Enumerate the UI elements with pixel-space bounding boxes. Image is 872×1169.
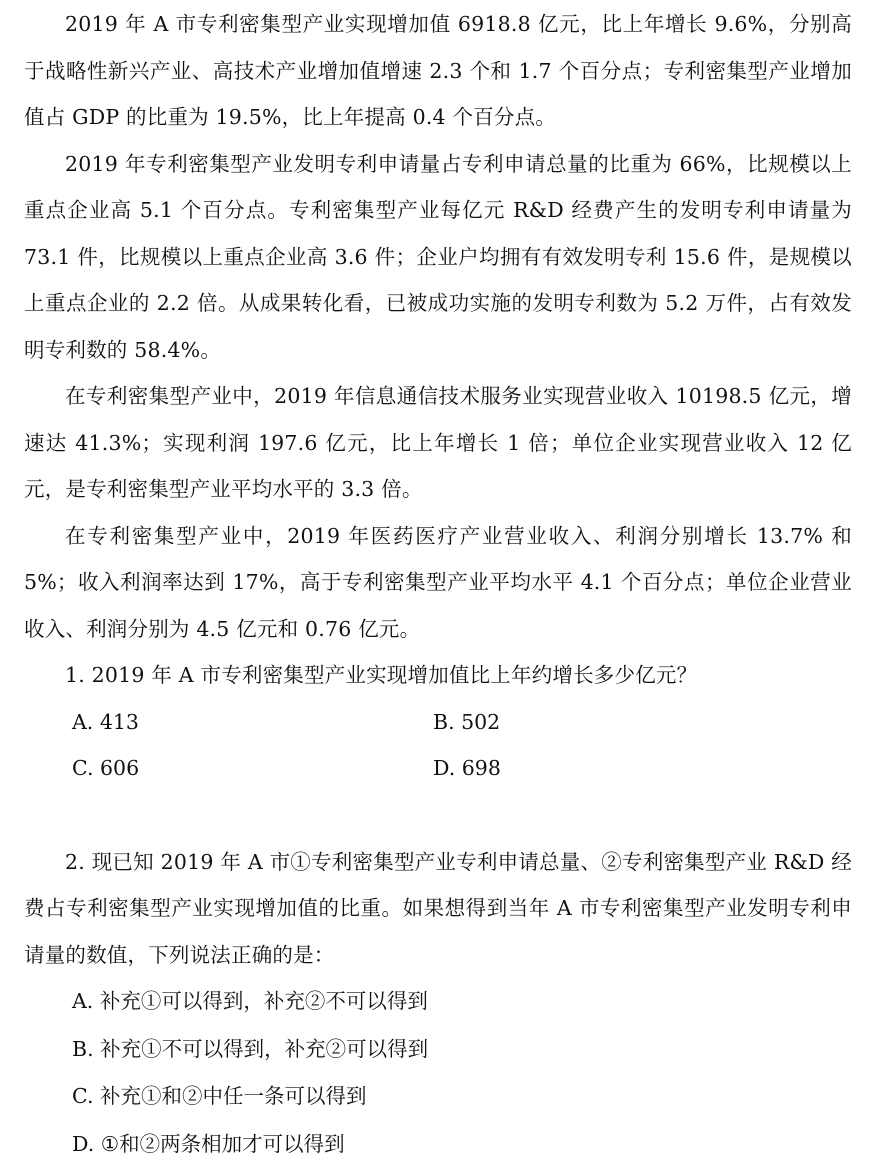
question-2-stem: 2. 现已知 2019 年 A 市①专利密集型产业专利申请总量、②专利密集型产业 R&D 经费占专利密集型产业实现增加值的比重。如果想得到当年 A 市专利密集型产业发明专利申请量的数值，下列说法正确的是： [24, 849, 852, 967]
question-2-option-b[interactable]: B. 补充①不可以得到，补充②可以得到 [72, 1036, 429, 1061]
question-2-option-c[interactable]: C. 补充①和②中任一条可以得到 [72, 1084, 367, 1108]
question-2-option-d[interactable]: D. ①和②两条相加才可以得到 [72, 1131, 345, 1156]
question-1-options [24, 699, 852, 791]
paragraph-4: 在专利密集型产业中，2019 年医药医疗产业营业收入、利润分别增长 13.7% 和 5%；收入利润率达到 17%，高于专利密集型产业平均水平 4.1 个百分点；单位企业营业收入、利润分别为 4.5 亿元和 0.76 亿元。 [24, 523, 852, 641]
spacer [24, 791, 852, 839]
question-1-option-c[interactable]: C. 606 [72, 755, 140, 780]
question-2-option-a[interactable]: A. 补充①可以得到，补充②不可以得到 [72, 989, 428, 1013]
paragraph-2: 2019 年专利密集型产业发明专利申请量占专利申请总量的比重为 66%，比规模以上重点企业高 5.1 个百分点。专利密集型产业每亿元 R&D 经费产生的发明专利申请量为 73.1 件，比规模以上重点企业高 3.6 件；企业户均拥有有效发明专利 15.6 件，是规模以上重点企业的 2.2 倍。从成果转化看，已被成功实施的发明专利数为 5.2 万件，占有效发明专利数的 58.4%。 [24, 151, 852, 362]
paragraph-3: 在专利密集型产业中，2019 年信息通信技术服务业实现营业收入 10198.5 亿元，增速达 41.3%；实现利润 197.6 亿元，比上年增长 1 倍；单位企业实现营业收入 12 亿元，是专利密集型产业平均水平的 3.3 倍。 [24, 384, 852, 501]
paragraph-1: 2019 年 A 市专利密集型产业实现增加值 6918.8 亿元，比上年增长 9.6%，分别高于战略性新兴产业、高技术产业增加值增速 2.3 个和 1.7 个百分点；专利密集型产业增加值占 GDP 的比重为 19.5%，比上年提高 0.4 个百分点。 [24, 12, 852, 129]
question-1-option-b[interactable]: B. 502 [433, 709, 501, 734]
question-1-stem: 1. 2019 年 A 市专利密集型产业实现增加值比上年约增长多少亿元？ [65, 663, 698, 687]
question-1-option-d[interactable]: D. 698 [433, 755, 501, 780]
question-1-option-a[interactable]: A. 413 [72, 709, 139, 734]
